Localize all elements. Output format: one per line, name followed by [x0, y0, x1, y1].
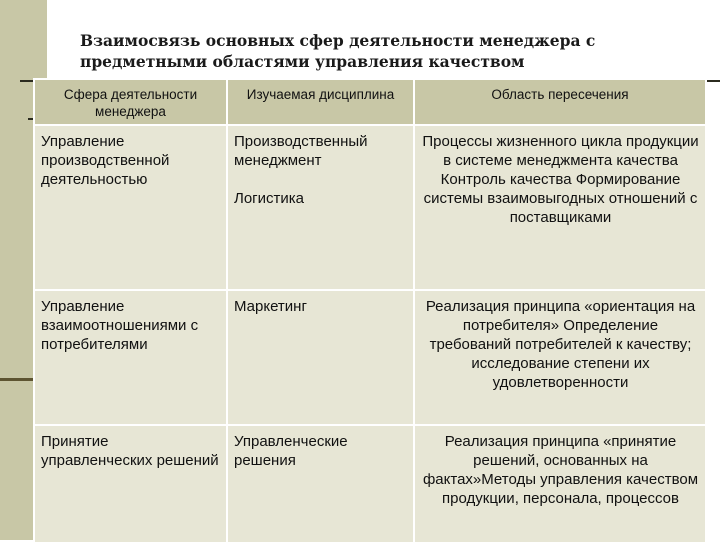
table-header-row [34, 79, 706, 125]
cell-sphere: Управление взаимоотношениями с потребителями [34, 290, 227, 425]
cell-discipline: Управленческие решения [227, 425, 414, 543]
table-row [34, 290, 706, 425]
cell-discipline: Маркетинг [227, 290, 414, 425]
cell-intersection: Реализация принципа «ориентация на потребителя» Определение требований потребителей к качеству; исследование степени их удовлетворенности [414, 290, 706, 425]
table-row [34, 425, 706, 543]
cell-sphere: Управление производственной деятельностью [34, 125, 227, 290]
cell-intersection: Реализация принципа «принятие решений, основанных на фактах»Методы управления качеством продукции, персонала, процессов [414, 425, 706, 543]
cell-sphere: Принятие управленческих решений [34, 425, 227, 543]
cell-discipline [227, 125, 414, 290]
slide-title [80, 30, 700, 72]
slide-title-line-1: Взаимосвязь основных сфер деятельности менеджера с [80, 31, 596, 50]
table-row [34, 125, 706, 290]
discipline-item: Логистика [234, 190, 305, 207]
cell-intersection: Процессы жизненного цикла продукции в системе менеджмента качества Контроль качества Формирование системы взаимовыгодных отношений с поставщиками [414, 125, 706, 290]
discipline-item: Производственный менеджмент [234, 133, 368, 169]
relationship-table [33, 78, 707, 544]
header-intersection: Область пересечения [414, 79, 706, 125]
slide-title-line-2: предметными областями управления качеством [80, 52, 525, 71]
header-discipline: Изучаемая дисциплина [227, 79, 414, 125]
header-sphere: Сфера деятельности менеджера [34, 79, 227, 125]
